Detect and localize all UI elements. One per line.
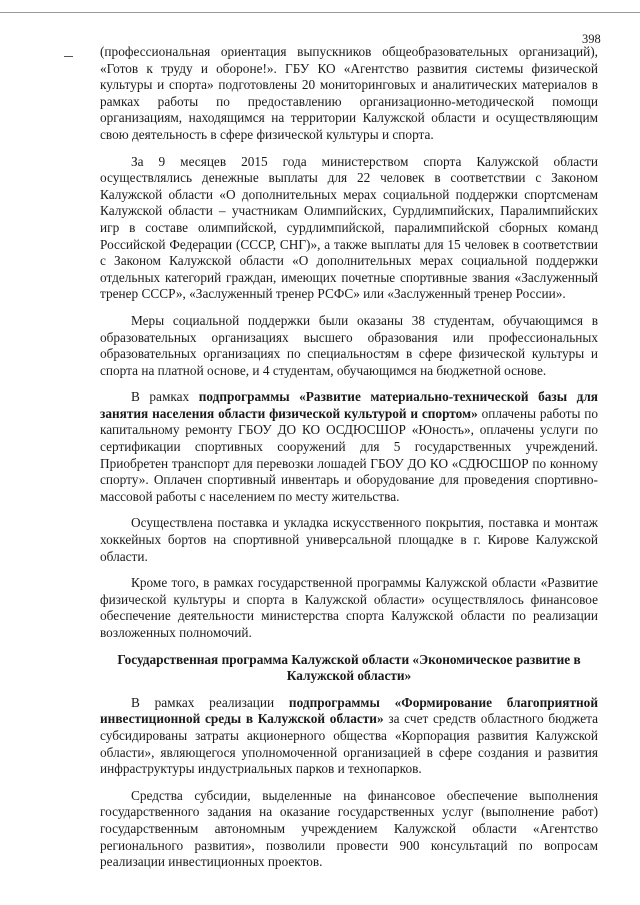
text-run: Средства субсидии, выделенные на финансовое обеспечение выполнения государственного задания на оказание государственных услуг (выполнение работ) государственным автономным учреждением Калужской области «Агентство регионального развития», позволили провести 900 консультаций по вопросам реализации инвестиционных проектов. [100, 787, 598, 870]
paragraph-group-sport [100, 44, 598, 652]
spacer [100, 778, 598, 788]
text-run: В рамках реализации [131, 694, 289, 710]
spacer [100, 144, 598, 154]
spacer [100, 642, 598, 652]
spacer [100, 685, 598, 695]
text-run: Меры социальной поддержки были оказаны 38 студентам, обучающимся в образовательных организациях высшего образования или профессиональных образовательных организациях по специальностям в сфере физической культуры и спорта на платной основе, и 4 студентам, обучающимся на бюджетной основе. [100, 312, 598, 378]
text-run: (профессиональная ориентация выпускников общеобразовательных организаций), «Готов к труду и обороне!». ГБУ КО «Агентство развития системы физической культуры и спорта» подготовлены 20 мониторинговых и аналитических материалов в рамках работы по предоставлению организационно-методической помощи организациям, находящимся на территории Калужской области и осуществляющим свою деятельность в сфере физической культуры и спорта. [100, 44, 598, 142]
paragraph [100, 575, 598, 641]
text-run: За 9 месяцев 2015 года министерством спорта Калужской области осуществлялись денежные выплаты для 22 человек в соответствии с Законом Калужской области «О дополнительных мерах социальной поддержки спортсменам Калужской области – участникам Олимпийских, Сурдлимпийских, Паралимпийских игр в составе олимпийской, сурдлимпийской, паралимпийской сборных команд Российской Федерации (СССР, СНГ)», а также выплаты для 15 человек в соответствии с Законом Калужской области «О дополнительных мерах социальной поддержки отдельных категорий граждан, имеющих почетные спортивные звания «Заслуженный тренер СССР», «Заслуженный тренер РСФС» или «Заслуженный тренер России». [100, 153, 598, 302]
scan-margin-mark [64, 56, 73, 57]
spacer [100, 505, 598, 515]
paragraph [100, 44, 598, 144]
bold-text: подпрограммы «Развитие материально-технической базы для занятия населения области физической культурой и спортом» [100, 389, 598, 421]
spacer [100, 871, 598, 881]
paragraph [100, 313, 598, 379]
paragraph [100, 389, 598, 505]
text-run: за счет средств областного бюджета субсидированы затраты акционерного общества «Корпорация развития Калужской области», являющегося уполномоченной организацией в сфере создания и развития инфраструктуры индустриальных парков и технопарков. [100, 711, 598, 777]
bold-text: подпрограммы «Формирование благоприятной инвестиционной среды в Калужской области» [100, 694, 598, 727]
page-number: 398 [582, 32, 601, 46]
paragraph [100, 515, 598, 565]
text-run: оплачены работы по капитальному ремонту ГБОУ ДО КО ОСДЮСШОР «Юность», оплачены услуги по сертификации спортивных сооружений для 5 государственных учреждений. Приобретен транспорт для перевозки лошадей ГБОУ ДО КО «СДЮСШОР по конному спорту». Оплачен спортивный инвентарь и оборудование для проведения спортивно-массовой работы с населением по месту жительства. [100, 405, 598, 504]
spacer [100, 303, 598, 313]
text-run: Осуществлена поставка и укладка искусственного покрытия, поставка и монтаж хоккейных бортов на спортивной универсальной площадке в г. Кирове Калужской области. [100, 515, 598, 564]
document-body [100, 44, 598, 881]
section-title: Государственная программа Калужской области «Экономическое развитие в Калужской области» [117, 651, 581, 684]
paragraph-group-economy [100, 695, 598, 881]
spacer [100, 379, 598, 389]
paragraph [100, 695, 598, 778]
scan-top-line [0, 12, 640, 13]
text-run: Кроме того, в рамках государственной программы Калужской области «Развитие физической культуры и спорта в Калужской области» осуществлялось финансовое обеспечение деятельности министерства спорта Калужской области по реализации возложенных полномочий. [100, 575, 598, 640]
text-run: В рамках [131, 389, 199, 405]
paragraph [100, 788, 598, 871]
paragraph [100, 154, 598, 303]
spacer [100, 565, 598, 575]
